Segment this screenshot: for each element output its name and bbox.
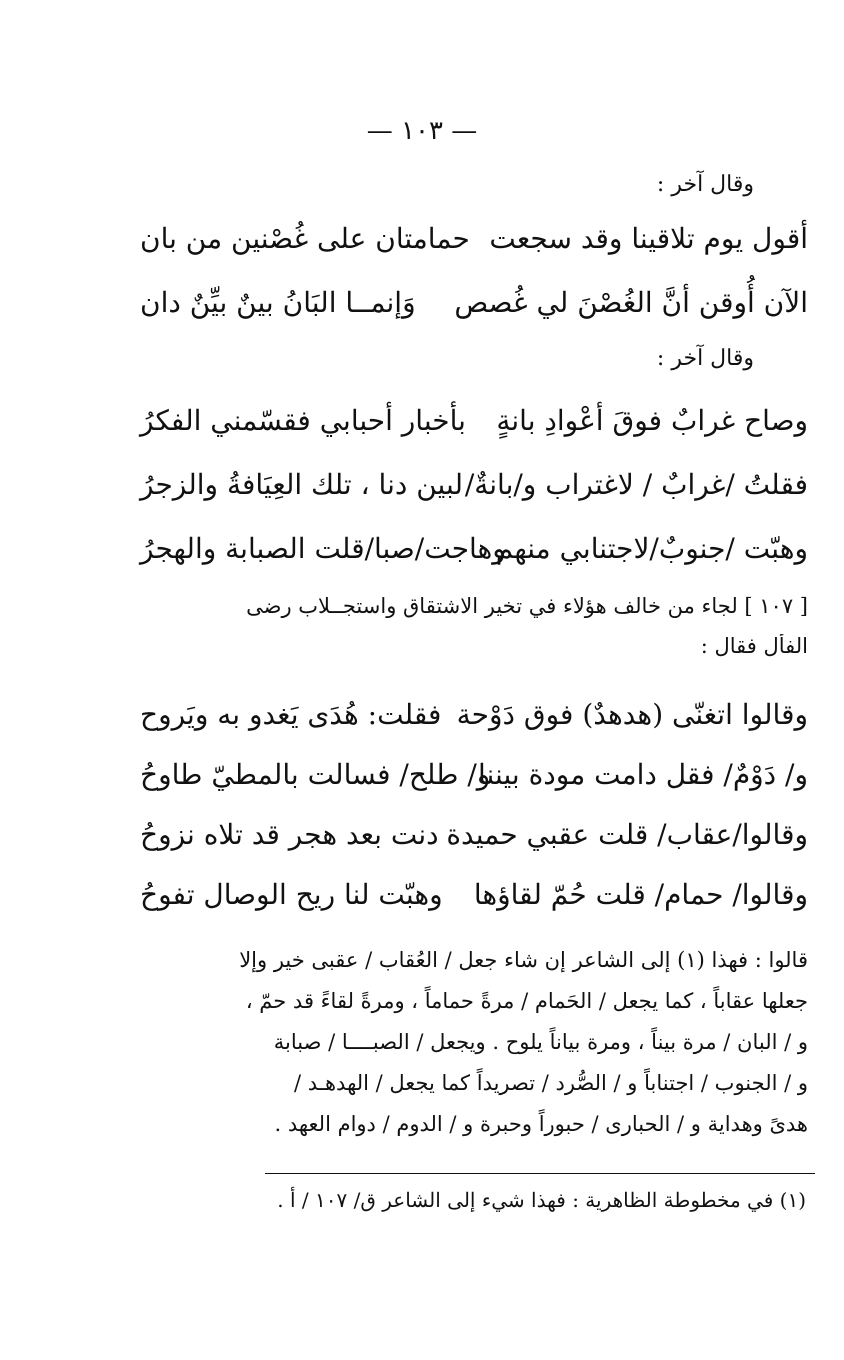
second-hemistich: دنت بعد هجر قد تلاه نزوحُ [140,818,439,851]
verse-intro: وقال آخر : [656,172,754,197]
first-hemistich: وهبّت /جنوبٌ/لاجتنابي منهم [495,532,808,565]
verse-line [140,532,808,578]
second-hemistich: وَإنمــا البَانُ بينٌ بيِّنٌ دان [140,286,416,319]
verse-line [140,818,808,864]
first-hemistich: وصاح غرابٌ فوقَ أعْوادِ بانةٍ [496,404,808,437]
verse-line [140,286,808,332]
second-hemistich: وهبّت لنا ريح الوصال تفوحُ [140,878,443,911]
first-hemistich: فقلتُ /غرابٌ / لاغتراب و/بانةٌ/ [464,468,808,501]
first-hemistich: أقول يوم تلاقينا وقد سجعت [489,222,808,255]
second-hemistich: لبين دنا ، تلك العِيَافةُ والزجرُ [140,468,463,501]
footnote: (١) في مخطوطة الظاهرية : فهذا شيء إلى الشاعر ق/ ١٠٧ / أ . [277,1188,806,1212]
second-hemistich: حمامتان على غُصْنين من بان [140,222,470,255]
prose-line: و / البان / مرة بيناً ، ومرة بياناً يلوح . ويجعل / الصبــــا / صبابة [273,1030,808,1054]
verse-line [140,468,808,514]
prose-line: جعلها عقاباً ، كما يجعل / الحَمام / مرةً حماماً ، ومرةً لقاءً قد حمّ ، [245,989,808,1013]
first-hemistich: الآن أُوقن أنَّ الغُصْنَ لي غُصص [454,286,808,319]
verse-line [140,698,808,744]
first-hemistich: و/ دَوْمٌ/ فقل دامت مودة بيننا [478,758,808,791]
verse-line [140,222,808,268]
first-hemistich: وقالوا/ حمام/ قلت حُمّ لقاؤها [473,878,808,911]
commentary-line: [ ١٠٧ ] لجاء من خالف هؤلاء في تخير الاشتقاق واستجــلاب رضى [246,594,808,618]
verse-line [140,404,808,450]
first-hemistich: وقالوا/عقاب/ قلت عقبي حميدة [446,818,808,851]
second-hemistich: فقلت: هُدَى يَغدو به ويَروح [140,698,442,731]
page-number: — ١٠٣ — [366,116,478,146]
verse-line [140,878,808,924]
verse-intro: وقال آخر : [656,346,754,371]
second-hemistich: بأخبار أحبابي فقسّمني الفكرُ [140,404,466,437]
first-hemistich: وقالوا اتغنّى (هدهدٌ) فوق دَوْحة [456,698,808,731]
prose-line: قالوا : فهذا (١) إلى الشاعر إن شاء جعل / العُقاب / عقبى خير وإلا [239,948,808,972]
prose-line: و / الجنوب / اجتناباً و / الصُّرد / تصريداً كما يجعل / الهدهـد / [294,1071,808,1095]
prose-line: هدىً وهداية و / الحبارى / حبوراً وحبرة و / الدوم / دوام العهد . [274,1112,808,1136]
footnote-divider [265,1173,815,1174]
verse-line [140,758,808,804]
second-hemistich: وهاجت/صبا/قلت الصبابة والهجرُ [140,532,506,565]
commentary-line: الفأل فقال : [700,634,808,658]
second-hemistich: و/ طلح/ فسالت بالمطيّ طاوحُ [140,758,491,791]
